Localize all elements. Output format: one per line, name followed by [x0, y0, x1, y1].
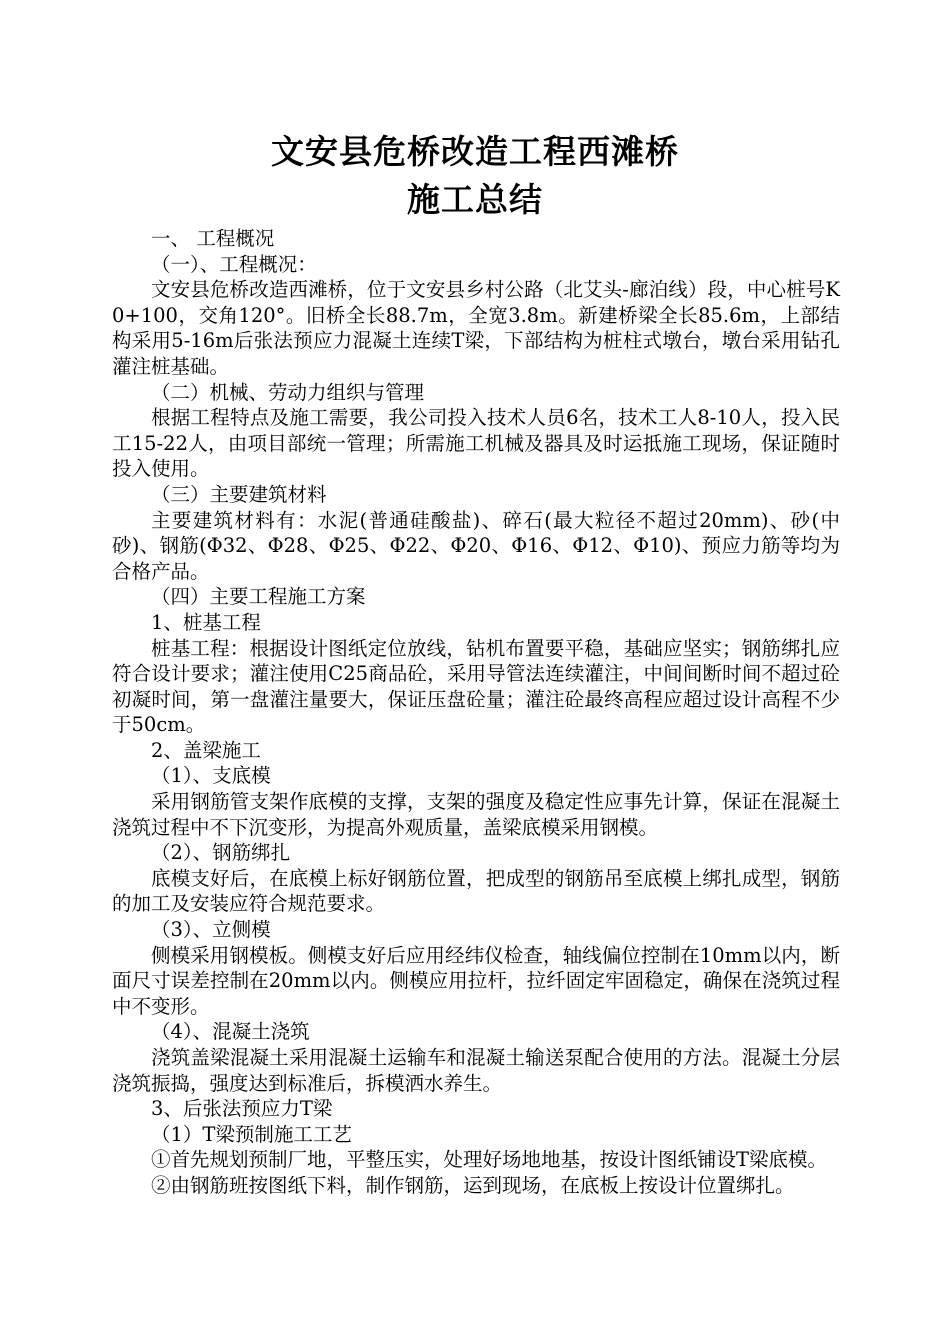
document-body: [112, 226, 840, 1199]
section-heading: （三）主要建筑材料: [151, 482, 327, 506]
section-heading: （2）、钢筋绑扎: [151, 841, 291, 865]
section-heading: 1、桩基工程: [151, 610, 261, 634]
body-paragraph: 底模支好后，在底模上标好钢筋位置，把成型的钢筋吊至底模上绑扎成型，钢筋的加工及安装应符合规范要求。: [112, 866, 840, 916]
document-title-line-2: 施工总结: [407, 180, 543, 219]
section-heading: （1）T梁预制施工工艺: [151, 1122, 352, 1146]
section-heading: 一、 工程概况: [151, 227, 275, 250]
section-heading: （4）、混凝土浇筑: [151, 1020, 310, 1044]
body-paragraph: 主要建筑材料有：水泥(普通硅酸盐)、碎石(最大粒径不超过20mm)、砂(中砂)、钢筋(Φ32、Φ28、Φ25、Φ22、Φ20、Φ16、Φ12、Φ10)、预应力筋等均为合格产品。: [112, 508, 840, 583]
section-heading: 2、盖梁施工: [151, 738, 261, 762]
section-heading: （一）、工程概况：: [151, 252, 317, 276]
section-heading: （3）、立侧模: [151, 918, 271, 942]
section-heading: （1）、支底模: [151, 764, 271, 788]
body-paragraph: 侧模采用钢模板。侧模支好后应用经纬仪检查，轴线偏位控制在10mm以内，断面尺寸误差控制在20mm以内。侧模应用拉杆，拉纤固定牢固稳定，确保在浇筑过程中不变形。: [112, 943, 840, 1018]
body-paragraph: 桩基工程：根据设计图纸定位放线，钻机布置要平稳，基础应坚实；钢筋绑扎应符合设计要求；灌注使用C25商品砼，采用导管法连续灌注，中间间断时间不超过砼初凝时间，第一盘灌注量要大，保证压盘砼量；灌注砼最终高程应超过设计高程不少于50cm。: [112, 636, 840, 737]
section-heading: 3、后张法预应力T梁: [151, 1097, 333, 1121]
section-heading: （四）主要工程施工方案: [151, 585, 366, 609]
document-title-line-1: 文安县危桥改造工程西滩桥: [271, 132, 679, 171]
body-paragraph: 文安县危桥改造西滩桥，位于文安县乡村公路（北艾头-廊泊线）段，中心桩号K0+100，交角120°。旧桥全长88.7m，全宽3.8m。新建桥梁全长85.6m，上部结构采用5-16m后张法预应力混凝土连续T梁，下部结构为桩柱式墩台，墩台采用钻孔灌注桩基础。: [112, 278, 840, 378]
body-paragraph: 浇筑盖梁混凝土采用混凝土运输车和混凝土输送泵配合使用的方法。混凝土分层浇筑振捣，强度达到标准后，拆模洒水养生。: [112, 1046, 840, 1095]
body-paragraph: ②由钢筋班按图纸下料，制作钢筋，运到现场，在底板上按设计位置绑扎。: [151, 1173, 795, 1197]
body-paragraph: 采用钢筋管支架作底模的支撑，支架的强度及稳定性应事先计算，保证在混凝土浇筑过程中不下沉变形，为提高外观质量，盖梁底模采用钢模。: [112, 790, 840, 839]
body-paragraph: ①首先规划预制厂地，平整压实，处理好场地地基，按设计图纸铺设T梁底模。: [151, 1148, 828, 1172]
section-heading: （二）机械、劳动力组织与管理: [151, 380, 425, 404]
body-paragraph: 根据工程特点及施工需要，我公司投入技术人员6名，技术工人8-10人，投入民工15-22人，由项目部统一管理；所需施工机械及器具及时运抵施工现场，保证随时投入使用。: [112, 406, 840, 481]
